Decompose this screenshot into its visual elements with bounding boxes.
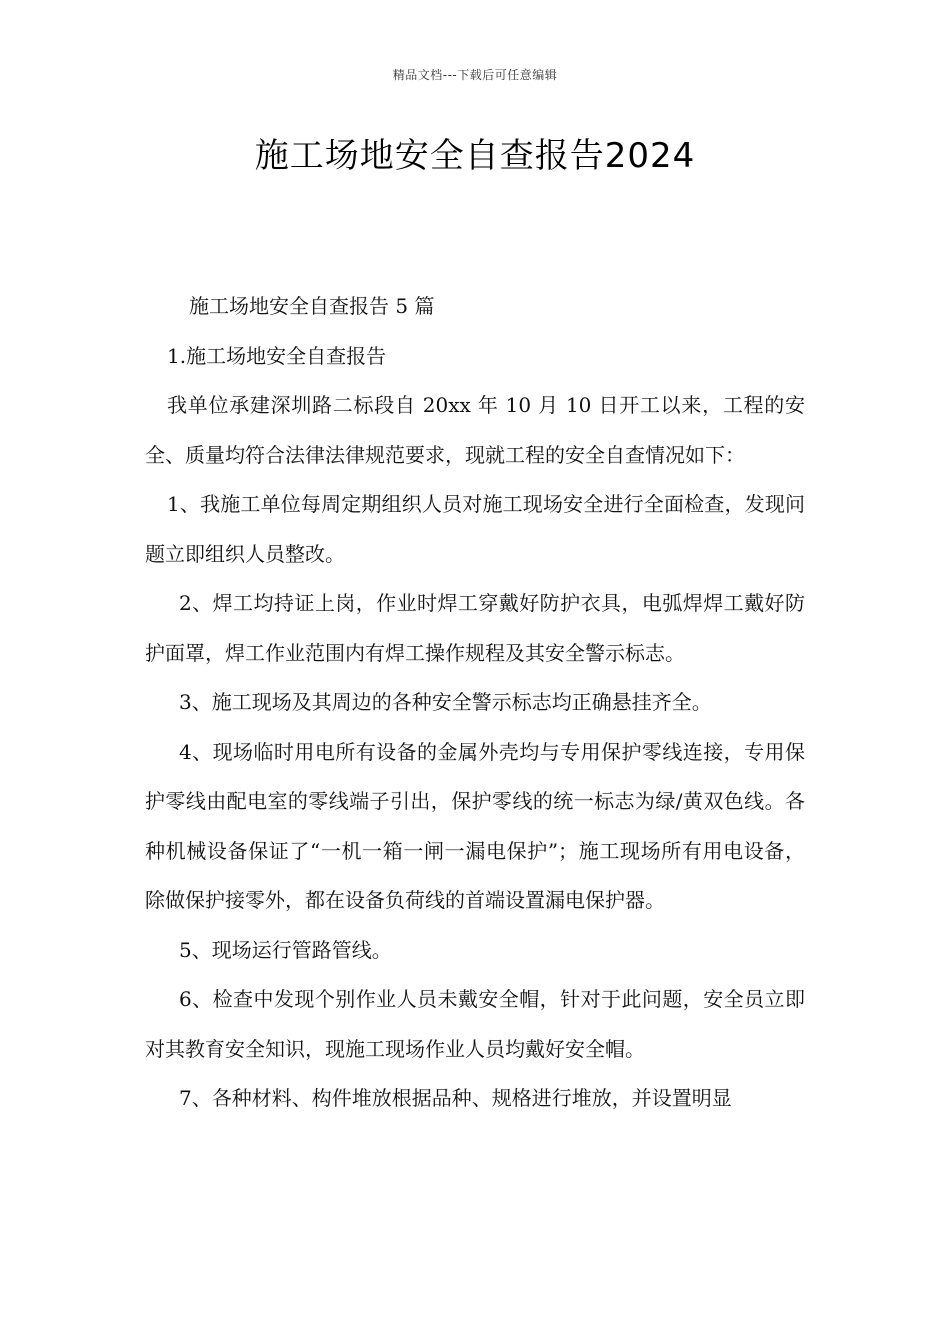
paragraph-item-4: 4、现场临时用电所有设备的金属外壳均与专用保护零线连接，专用保护零线由配电室的零线端子引出，保护零线的统一标志为绿/黄双色线。各种机械设备保证了“一机一箱一闸一漏电保护”；施工现场所有用电设备，除做保护接零外，都在设备负荷线的首端设置漏电保护器。 [145,739,805,912]
document-title: 施工场地安全自查报告2024 [254,136,696,176]
paragraph-item-1: 1、我施工单位每周定期组织人员对施工现场安全进行全面检查，发现问题立即组织人员整改。 [145,492,805,566]
document-body [145,282,805,1124]
paragraph-item-6: 6、检查中发现个别作业人员未戴安全帽，针对于此问题，安全员立即对其教育安全知识，现施工现场作业人员均戴好安全帽。 [145,987,805,1061]
header-note: 精品文档---下载后可任意编辑 [392,68,558,82]
paragraph-item-7: 7、各种材料、构件堆放根据品种、规格进行堆放，并设置明显 [179,1086,732,1110]
section-heading: 1.施工场地安全自查报告 [167,343,387,368]
paragraph-item-2: 2、焊工均持证上岗，作业时焊工穿戴好防护衣具，电弧焊焊工戴好防护面罩，焊工作业范围内有焊工操作规程及其安全警示标志。 [145,591,805,665]
paragraph-item-5: 5、现场运行管路管线。 [179,937,392,962]
paragraph-item-3: 3、施工现场及其周边的各种安全警示标志均正确悬挂齐全。 [179,690,712,714]
document-subtitle: 施工场地安全自查报告 5 篇 [189,294,435,318]
paragraph-intro: 我单位承建深圳路二标段自 20xx 年 10 月 10 日开工以来，工程的安全、质量均符合法律法律规范要求，现就工程的安全自查情况如下： [145,393,805,467]
